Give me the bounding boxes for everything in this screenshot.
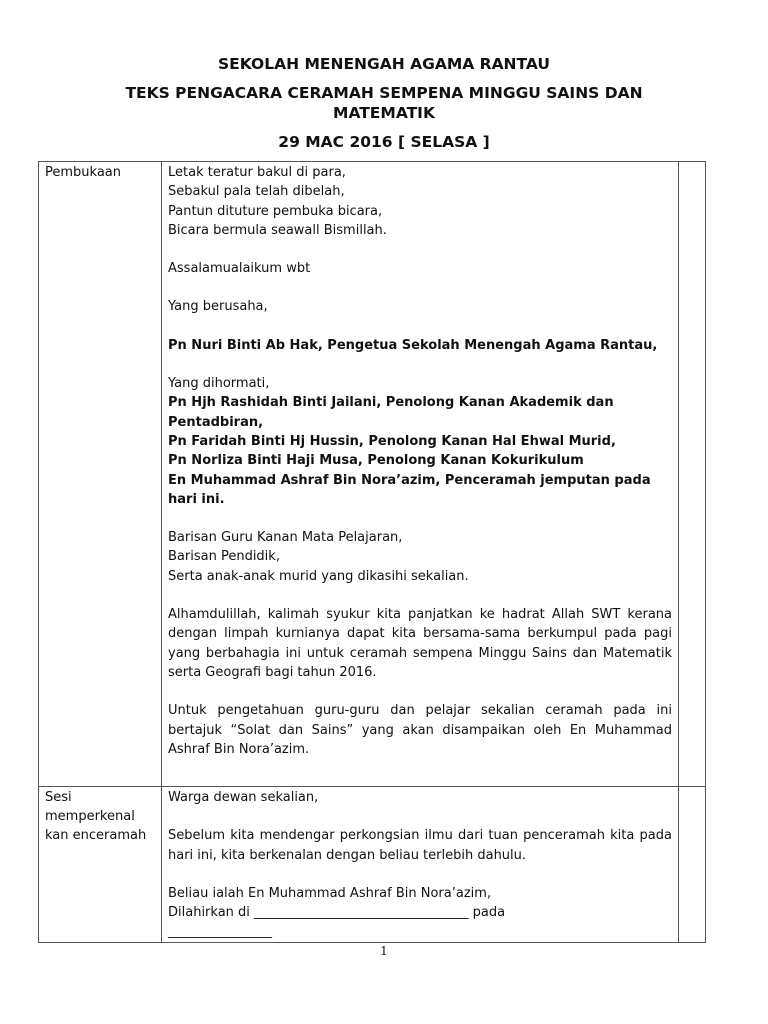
barisan-line: Serta anak-anak murid yang dikasihi sekalian. <box>168 568 469 584</box>
table-row <box>39 787 706 943</box>
document-date: 29 MAC 2016 [ SELASA ] <box>278 133 490 151</box>
dignitary-line: Pn Norliza Binti Haji Musa, Penolong Kanan Kokurikulum <box>168 453 584 469</box>
dignitary-line: En Muhammad Ashraf Bin Nora’azim, Penceramah jemputan pada hari ini. <box>168 472 651 507</box>
barisan-line: Barisan Pendidik, <box>168 549 280 565</box>
pantun-line: Sebakul pala telah dibelah, <box>168 184 345 200</box>
birthplace-line: Dilahirkan di _________________________________ pada <box>168 905 506 921</box>
content-cell <box>162 162 679 787</box>
title-line-2: MATEMATIK <box>333 104 435 122</box>
berusaha-label: Yang berusaha, <box>168 299 268 315</box>
intro-paragraph: Sebelum kita mendengar perkongsian ilmu dari tuan penceramah kita pada hari ini, kita berkenalan dengan beliau terlebih dahulu. <box>168 828 672 863</box>
pantun-line: Bicara bermula seawall Bismillah. <box>168 222 387 238</box>
barisan-line: Barisan Guru Kanan Mata Pelajaran, <box>168 530 403 546</box>
blank-line: ________________ <box>168 924 272 940</box>
dignitary-line: Pn Faridah Binti Hj Hussin, Penolong Kanan Hal Ehwal Murid, <box>168 433 616 449</box>
pengetua-name: Pn Nuri Binti Ab Hak, Pengetua Sekolah Menengah Agama Rantau, <box>168 337 658 353</box>
title-line-1: TEKS PENGACARA CERAMAH SEMPENA MINGGU SAINS DAN <box>125 84 643 102</box>
section-label: Pembukaan <box>45 165 122 180</box>
page-number: 1 <box>380 944 388 958</box>
table-row <box>39 162 706 787</box>
school-name: SEKOLAH MENENGAH AGAMA RANTAU <box>217 55 551 73</box>
pantun-line: Pantun dituture pembuka bicara, <box>168 203 383 219</box>
document-title <box>0 83 768 123</box>
dignitary-line: Pn Hjh Rashidah Binti Jailani, Penolong Kanan Akademik dan Pentadbiran, <box>168 395 614 430</box>
notes-cell <box>679 162 706 787</box>
speaker-name-line: Beliau ialah En Muhammad Ashraf Bin Nora’azim, <box>168 885 492 901</box>
dihormati-label: Yang dihormati, <box>168 376 270 392</box>
opening-paragraph: Alhamdulillah, kalimah syukur kita panjatkan ke hadrat Allah SWT kerana dengan limpah kurnianya dapat kita bersama-sama berkumpul pada pagi yang berbahagia ini untuk ceramah sempena Minggu Sains dan Matematik serta Geografi bagi tahun 2016. <box>168 607 672 680</box>
script-table <box>38 161 706 943</box>
section-label: Sesi memperkenal kan enceramah <box>45 790 147 843</box>
greeting-text: Warga dewan sekalian, <box>168 790 319 805</box>
salam-text: Assalamualaikum wbt <box>168 261 311 277</box>
pantun-line: Letak teratur bakul di para, <box>168 165 346 180</box>
section-cell <box>39 787 162 943</box>
notes-cell <box>679 787 706 943</box>
content-cell <box>162 787 679 943</box>
topic-paragraph: Untuk pengetahuan guru-guru dan pelajar sekalian ceramah pada ini bertajuk “Solat dan Sains” yang akan disampaikan oleh En Muhammad Ashraf Bin Nora’azim. <box>168 703 672 757</box>
section-cell <box>39 162 162 787</box>
